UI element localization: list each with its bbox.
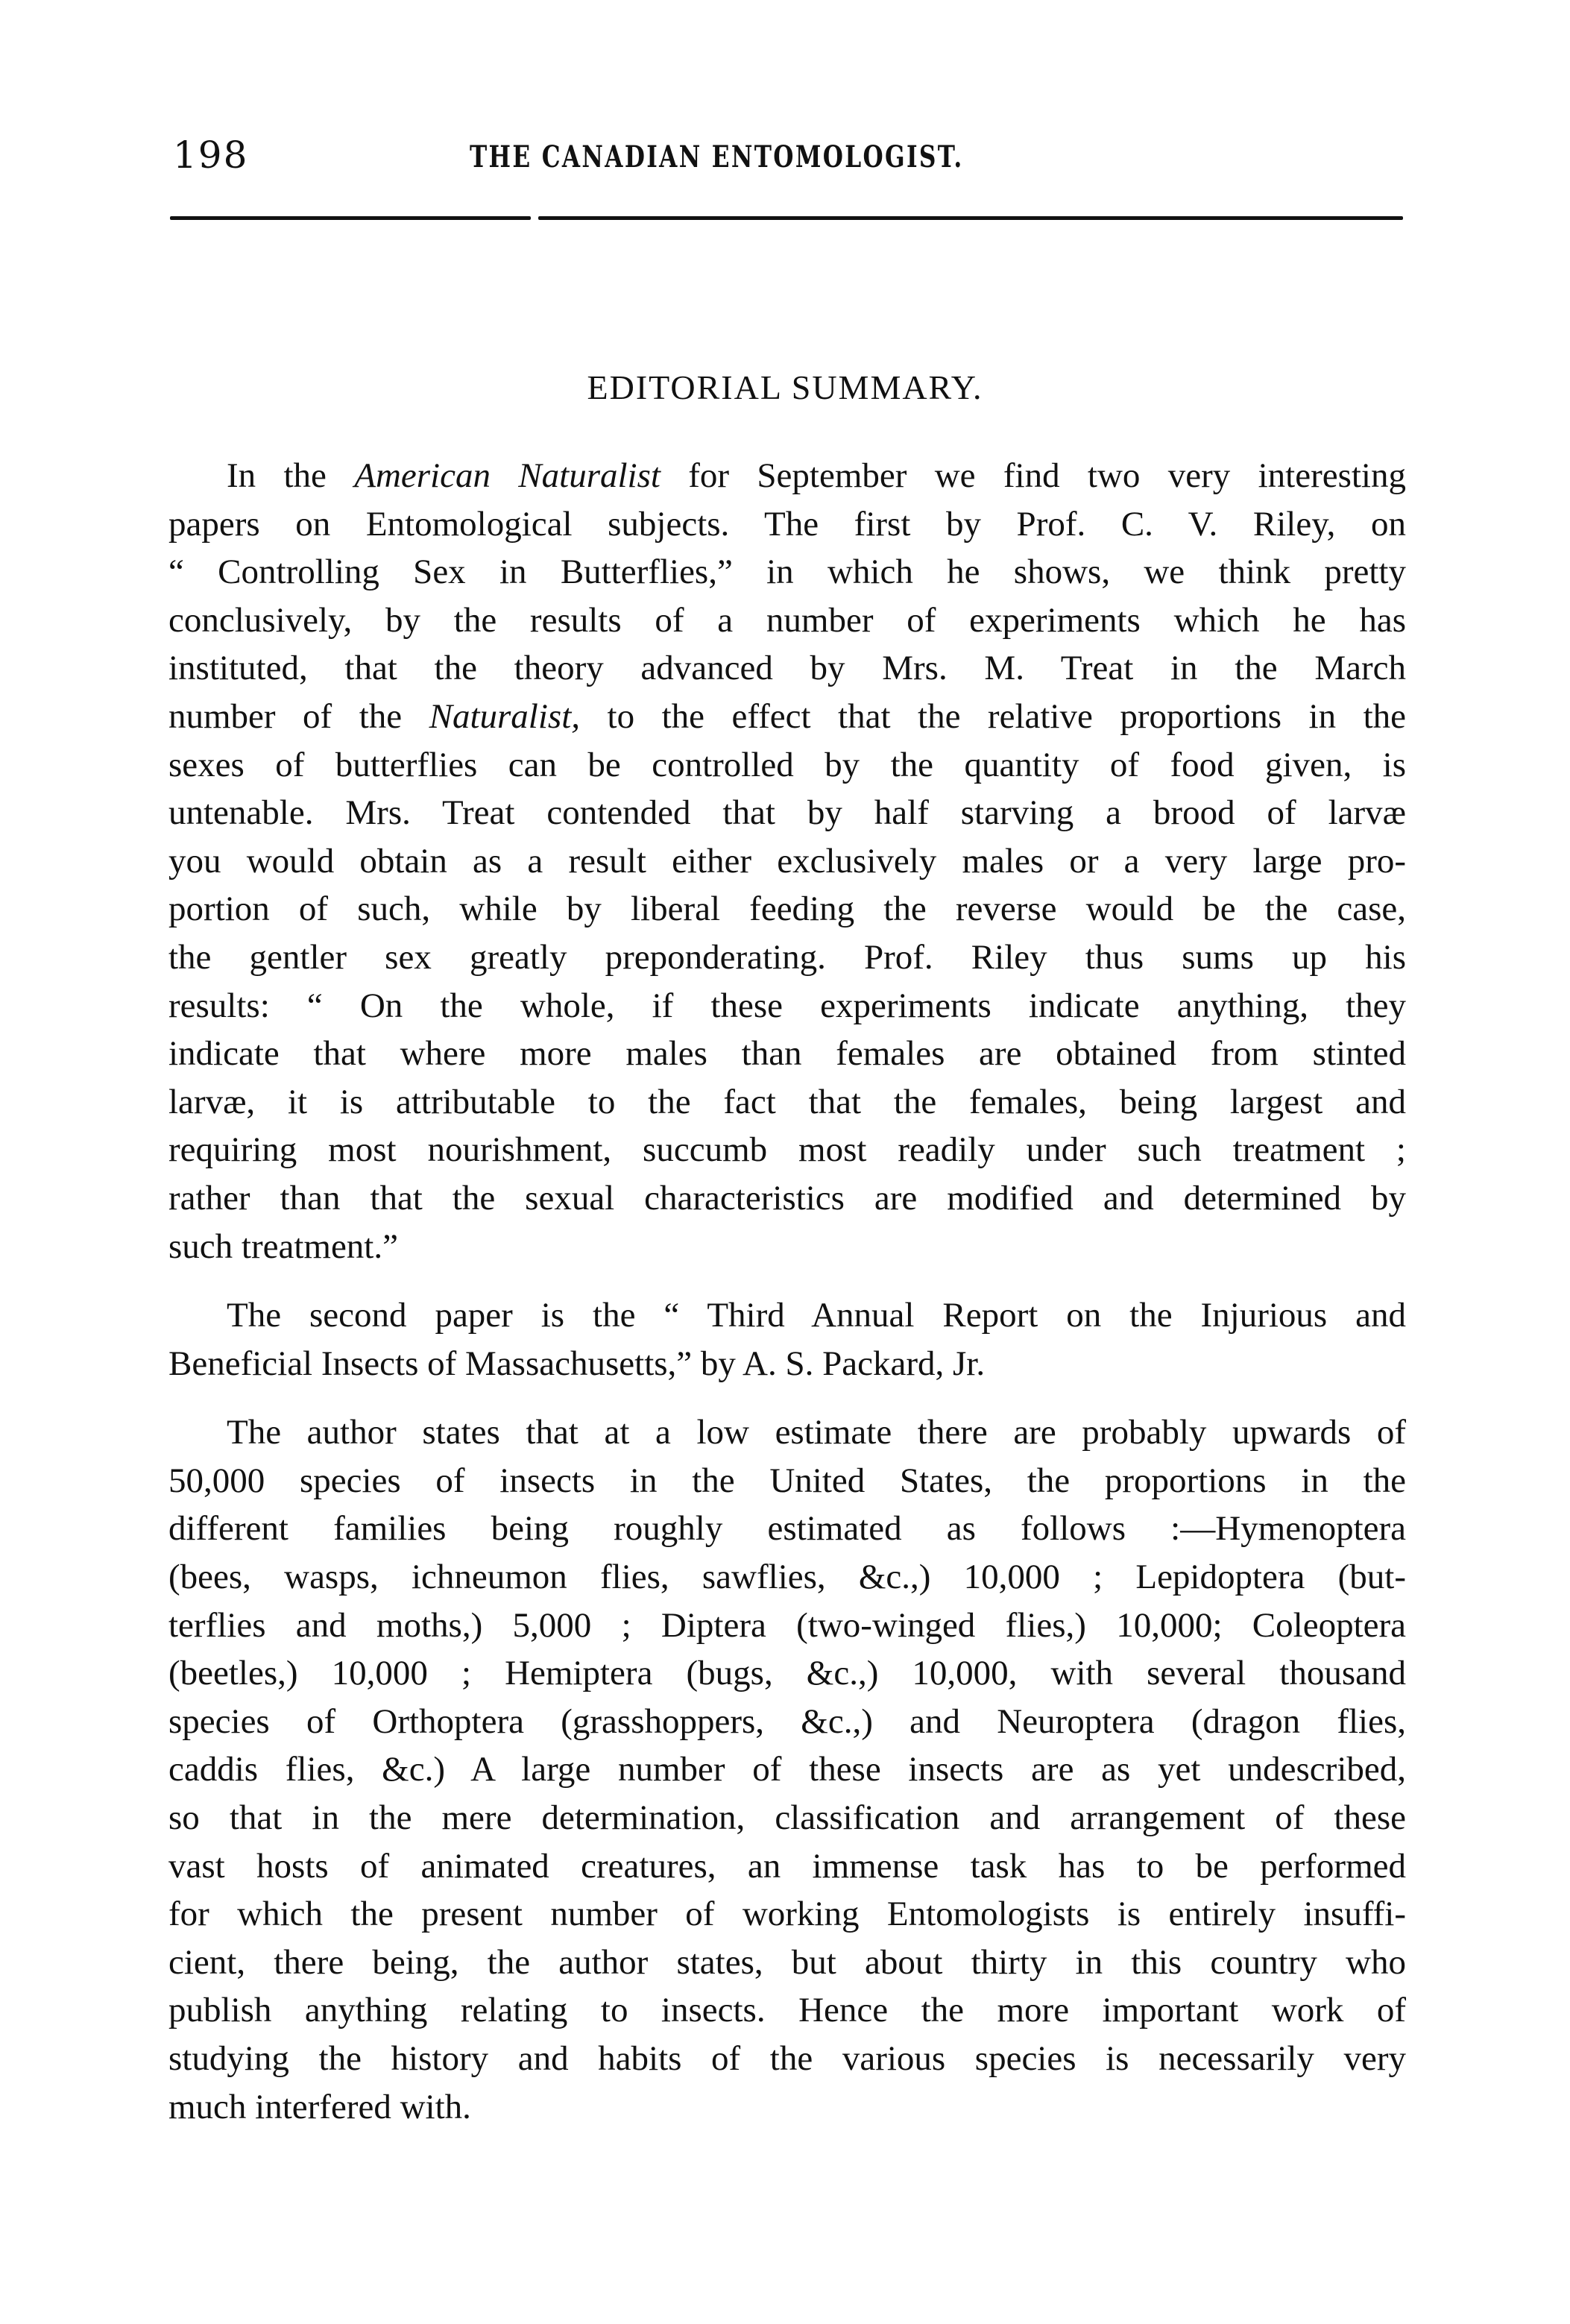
text-line: (beetles,) 10,000 ; Hemiptera (bugs, &c.,) 10,000, with several thousand: [168, 1654, 1406, 1693]
header-rule-right: [538, 216, 1403, 220]
text-line: caddis flies, &c.) A large number of these insects are as yet undescribed,: [168, 1750, 1406, 1789]
text-line: larvæ, it is attributable to the fact that the females, being largest and: [168, 1082, 1406, 1121]
paragraph: [168, 452, 1406, 1270]
section-heading: [0, 365, 1570, 410]
text-line: The second paper is the “ Third Annual Report on the Injurious and: [227, 1296, 1406, 1335]
text-line: (bees, wasps, ichneumon flies, sawflies, &c.,) 10,000 ; Lepidoptera (but-: [168, 1558, 1406, 1597]
italic-title: American Naturalist: [354, 456, 661, 495]
text-line: portion of such, while by liberal feeding the reverse would be the case,: [168, 889, 1406, 929]
text-line: results: “ On the whole, if these experiments indicate anything, they: [168, 986, 1406, 1025]
text-line: much interfered with.: [168, 2087, 471, 2126]
running-head: [170, 133, 1405, 177]
text-line: cient, there being, the author states, but about thirty in this country who: [168, 1942, 1406, 1982]
paragraph: [168, 1408, 1406, 2131]
text-line: such treatment.”: [168, 1226, 398, 1266]
text-line: you would obtain as a result either exclusively males or a very large pro-: [168, 841, 1406, 881]
text-line: so that in the mere determination, classification and arrangement of these: [168, 1798, 1406, 1838]
text-line: Beneficial Insects of Massachusetts,” by A. S. Packard, Jr.: [168, 1344, 986, 1383]
journal-title: THE CANADIAN ENTOMOLOGIST.: [470, 139, 964, 174]
text-line: papers on Entomological subjects. The first by Prof. C. V. Riley, on: [168, 504, 1406, 544]
text-line: requiring most nourishment, succumb most readily under such treatment ;: [168, 1130, 1406, 1170]
text-line: number of the Naturalist, to the effect that the relative proportions in the: [168, 696, 1406, 736]
text-line: In the American Naturalist for September we find two very interesting: [227, 456, 1406, 495]
text-line: studying the history and habits of the various species is necessarily very: [168, 2039, 1406, 2078]
text-line: for which the present number of working Entomologists is entirely insuffi-: [168, 1895, 1406, 1934]
text-line: untenable. Mrs. Treat contended that by half starving a brood of larvæ: [168, 793, 1406, 833]
text-line: 50,000 species of insects in the United States, the proportions in the: [168, 1461, 1406, 1500]
text-line: The author states that at a low estimate there are probably upwards of: [227, 1413, 1406, 1452]
text-line: the gentler sex greatly preponderating. Prof. Riley thus sums up his: [168, 937, 1406, 977]
text-line: “ Controlling Sex in Butterflies,” in which he shows, we think pretty: [168, 552, 1406, 592]
page-number: 198: [173, 133, 249, 177]
article-body: [168, 452, 1406, 2152]
italic-title: Naturalist,: [429, 696, 581, 736]
header-rule-left: [170, 216, 531, 220]
text-line: instituted, that the theory advanced by Mrs. M. Treat in the March: [168, 649, 1406, 688]
paragraph: [168, 1291, 1406, 1388]
text-line: terflies and moths,) 5,000 ; Diptera (two-winged flies,) 10,000; Coleoptera: [168, 1605, 1406, 1645]
text-line: sexes of butterflies can be controlled by the quantity of food given, is: [168, 745, 1406, 784]
text-line: indicate that where more males than females are obtained from stinted: [168, 1034, 1406, 1074]
text-line: species of Orthoptera (grasshoppers, &c.,) and Neuroptera (dragon flies,: [168, 1701, 1406, 1741]
text-line: conclusively, by the results of a number of experiments which he has: [168, 600, 1406, 640]
text-line: publish anything relating to insects. Hence the more important work of: [168, 1991, 1406, 2030]
text-line: different families being roughly estimated as follows :—Hymenoptera: [168, 1509, 1406, 1549]
text-line: rather than that the sexual characteristics are modified and determined by: [168, 1178, 1406, 1218]
text-line: vast hosts of animated creatures, an immense task has to be performed: [168, 1846, 1406, 1886]
section-heading-text: EDITORIAL SUMMARY.: [587, 368, 983, 406]
